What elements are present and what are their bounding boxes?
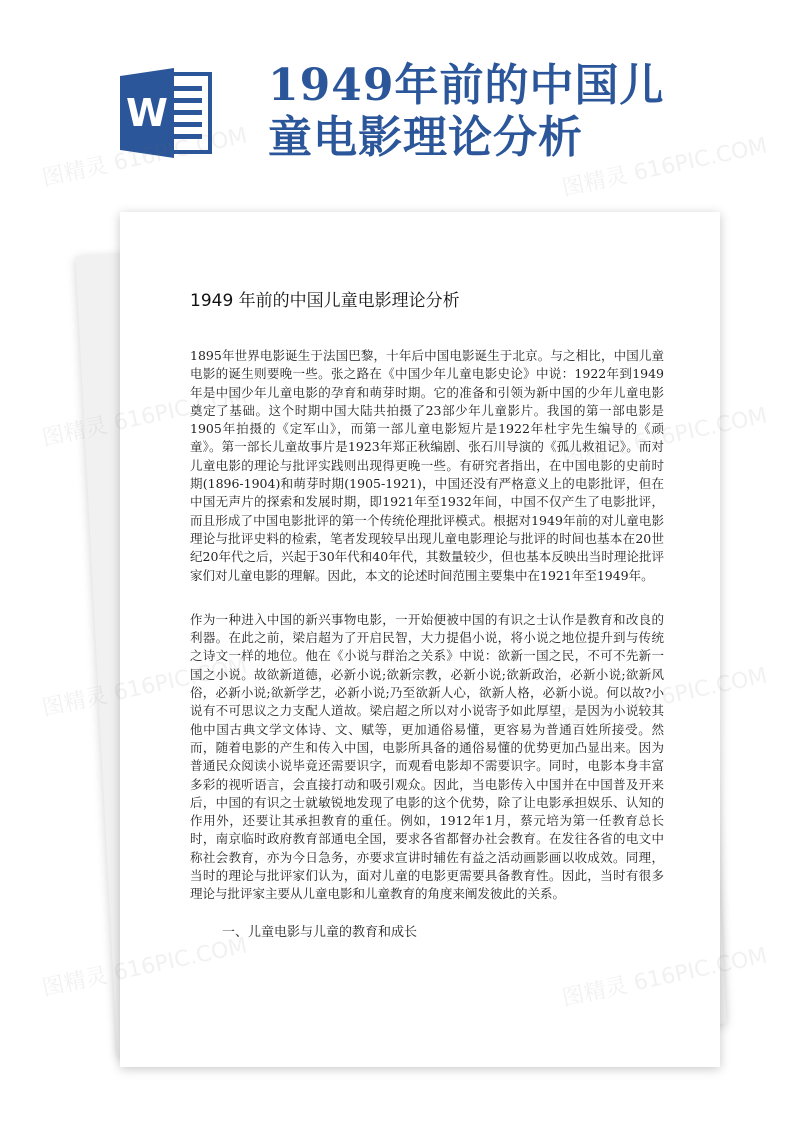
watermark: 图精灵 — [40, 683, 110, 722]
document-heading: 1949年前的中国儿童电影理论分析 — [268, 60, 665, 163]
page-body — [190, 347, 664, 942]
word-document-icon — [116, 62, 216, 162]
watermark: 图精灵 616PIC.COM — [40, 123, 250, 192]
document-page — [120, 212, 720, 1067]
section-heading: 一、儿童电影与儿童的教育和成长 — [222, 924, 418, 940]
body-paragraph: 1895年世界电影诞生于法国巴黎，十年后中国电影诞生于北京。与之相比，中国儿童电影的诞生则要晚一些。张之路在《中国少年儿童电影史论》中说：1922年到1949年是中国少年儿童电影的孕育和萌芽时期。它的准备和引领为新中国的少年儿童电影奠定了基础。这个时期中国大陆共拍摄了23部少年儿童影片。我国的第一部电影是1905年拍摄的《定军山》，而第一部儿童电影短片是1922年杜宇先生编导的《顽童》。第一部长儿童故事片是1923年郑正秋编剧、张石川导演的《孤儿救祖记》。而对儿童电影的理论与批评实践则出现得更晚一些。有研究者指出，在中国电影的史前时期(1896-1904)和萌芽时期(1905-1921)，中国还没有严格意义上的电影批评，但在中国无声片的探索和发展时期，即1921年至1932年间，中国不仅产生了电影批评，而且形成了中国电影批评的第一个传统伦理批评模式。根据对1949年前的对儿童电影理论与批评史料的检索，笔者发现较早出现儿童电影理论与批评的时间也基本在20世纪20年代之后，兴起于30年代和40年代，其数量较少，但也基本反映出当时理论批评家们对儿童电影的理解。因此，本文的论述时间范围主要集中在1921年至1949年。 — [190, 348, 664, 583]
word-icon-letter: W — [126, 91, 168, 135]
body-paragraph: 作为一种进入中国的新兴事物电影，一开始便被中国的有识之士认作是教育和改良的利器。在此之前，梁启超为了开启民智，大力提倡小说，将小说之地位提升到与传统之诗文一样的地位。他在《小说与群治之关系》中说：欲新一国之民，不可不先新一国之小说。故欲新道德，必新小说;欲新宗教，必新小说;欲新政治，必新小说;欲新风俗，必新小说;欲新学艺，必新小说;乃至欲新人心，欲新人格，必新小说。何以故?小说有不可思议之力支配人道故。梁启超之所以对小说寄予如此厚望，是因为小说较其他中国古典文学文体诗、文、赋等，更加通俗易懂，更容易为普通百姓所接受。然而，随着电影的产生和传入中国，电影所具备的通俗易懂的优势更加凸显出来。因为普通民众阅读小说毕竟还需要识字，而观看电影却不需要识字。同时，电影本身丰富多彩的视听语言，会直接打动和吸引观众。因此，当电影传入中国并在中国普及开来后，中国的有识之士就敏锐地发现了电影的这个优势，除了让电影承担娱乐、认知的作用外，还要让其承担教育的重任。例如，1912年1月，蔡元培为第一任教育总长时，南京临时政府教育部通电全国，要求各省都督办社会教育。在发往各省的电文中称社会教育，亦为今日急务，亦要求宣讲时辅佐有益之活动画影画以收成效。同理，当时的理论与批评家们认为，面对儿童的电影更需要具备教育性。因此，当时有很多理论与批评家主要从儿童电影和儿童教育的角度来阐发彼此的关系。 — [190, 611, 664, 902]
page-title: 1949 年前的中国儿童电影理论分析 — [190, 291, 460, 311]
watermark: 图精灵 616PIC.COM — [560, 133, 770, 202]
watermark: 图精灵 — [40, 963, 110, 1002]
document-header — [0, 0, 800, 200]
watermark: 图精灵 — [40, 413, 110, 452]
